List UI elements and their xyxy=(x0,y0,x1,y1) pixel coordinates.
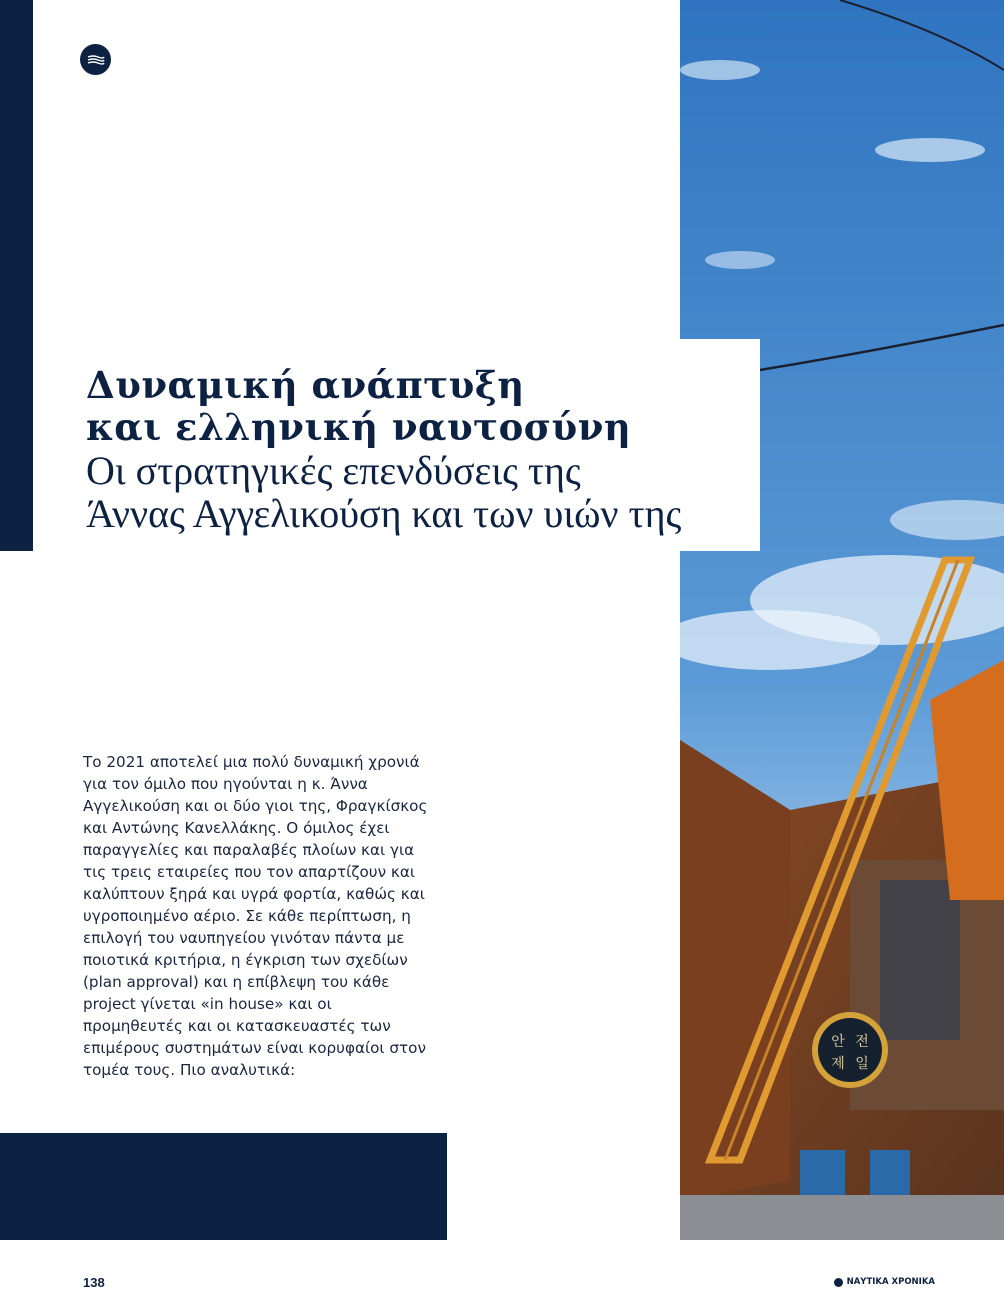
page-number: 138 xyxy=(83,1275,105,1290)
subtitle-line: Άννας Αγγελικούση και των υιών της xyxy=(86,491,682,536)
brand-name: ΝΑΥΤΙΚΑ ΧΡΟΝΙΚΑ xyxy=(846,1277,935,1287)
article-subtitle xyxy=(86,449,681,535)
sign-char: 전 xyxy=(855,1034,869,1050)
left-accent-bar xyxy=(0,0,33,551)
title-line: Δυναμική ανάπτυξη xyxy=(86,363,525,407)
waves-icon xyxy=(80,44,111,75)
sign-char: 안 xyxy=(831,1034,845,1050)
article-body: Το 2021 αποτελεί μια πολύ δυναμική χρονιά για τον όμιλο που ηγούνται η κ. Άννα Αγγελικούση και οι δύο γιοι της, Φραγκίσκος και Αντώνης Κανελλάκης. Ο όμιλος έχει παραγγελίες και παραλαβές πλοίων και για τις τρεις εταιρείες που τον απαρτίζουν και καλύπτουν ξηρά και υγρά φορτία, καθώς και υγροποιημένο αέριο. Σε κάθε περίπτωση, η επιλογή του ναυπηγείου γινόταν πάντα με ποιοτικά κριτήρια, η έγκριση των σχεδίων (plan approval) και η επίβλεψη του κάθε project γίνεται «in house» και οι προμηθευτές και οι κατασκευαστές των επιμέρους συστημάτων είναι κορυφαίοι στον τομέα τους. Πιο αναλυτικά: xyxy=(83,753,428,1079)
bottom-accent-block xyxy=(0,1133,447,1240)
shipyard-crane-photo xyxy=(680,0,1004,1240)
sign-char: 제 xyxy=(831,1056,845,1072)
subtitle-line: Οι στρατηγικές επενδύσεις της xyxy=(86,448,581,493)
title-line: και ελληνική ναυτοσύνη xyxy=(86,405,632,449)
footer-brand xyxy=(834,1277,935,1287)
sign-char: 일 xyxy=(855,1056,869,1072)
article-title xyxy=(86,364,631,448)
brand-logo-icon xyxy=(834,1278,843,1287)
